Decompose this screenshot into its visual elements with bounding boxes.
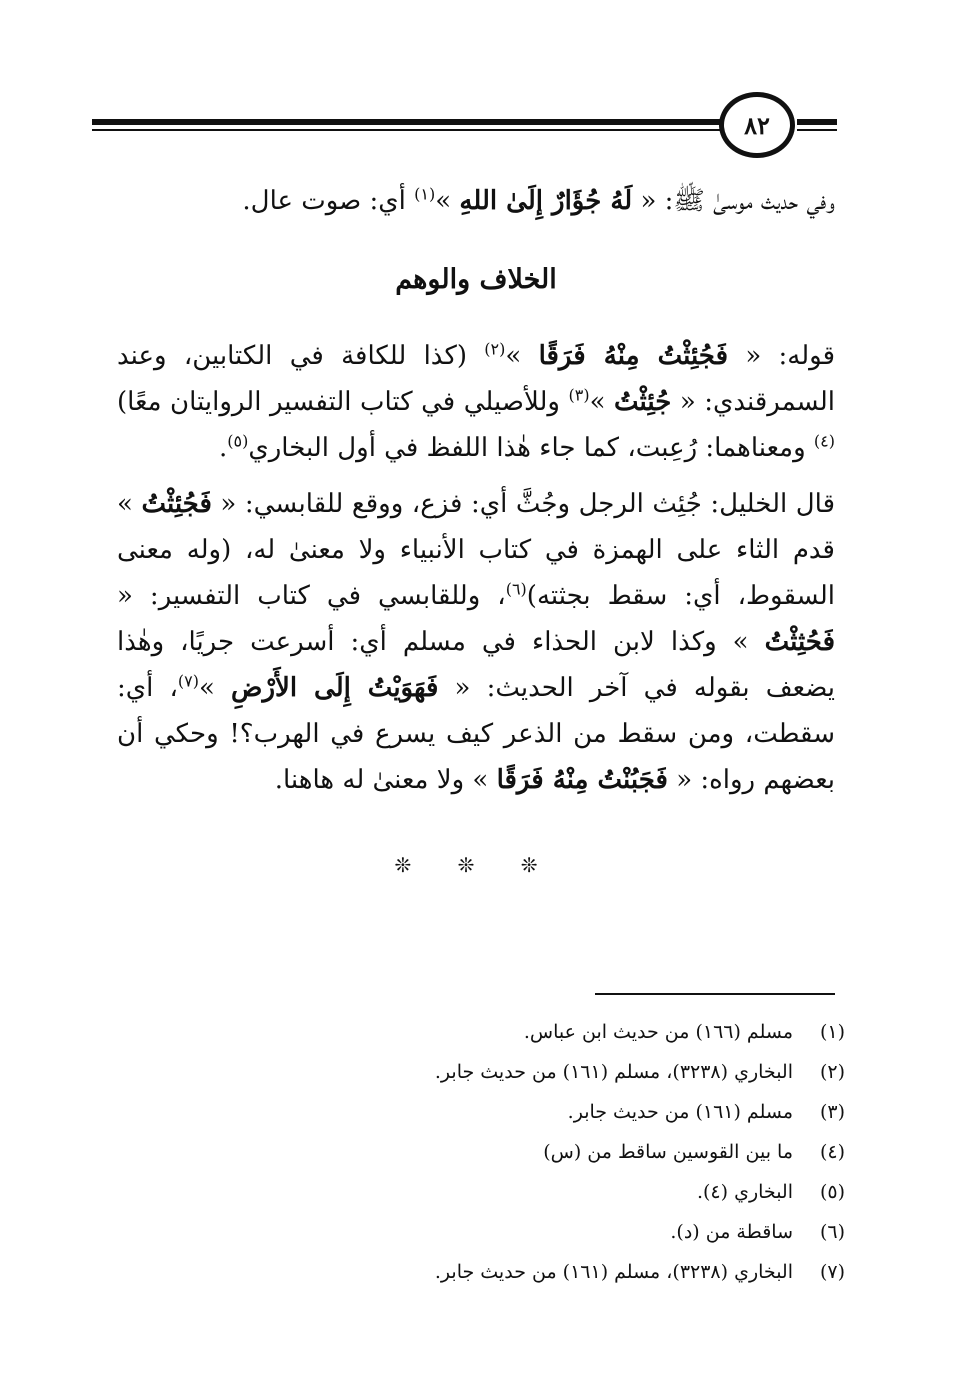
page-body — [117, 178, 835, 877]
paragraph-1 — [117, 333, 835, 471]
paragraph-2 — [117, 481, 835, 803]
footnote-ref-7[interactable]: (٧) — [177, 671, 199, 691]
header-rule-thick — [92, 119, 727, 125]
footnote-text: البخاري (٣٢٣٨)، مسلم (١٦١) من حديث جابر. — [434, 1261, 793, 1283]
footnote-number: (٦) — [819, 1221, 845, 1243]
footnote-1 — [127, 1012, 845, 1052]
page-number-badge — [719, 92, 795, 158]
footnote-ref-4[interactable]: (٤) — [813, 431, 835, 451]
footnote-7 — [127, 1252, 845, 1292]
footnote-3 — [127, 1092, 845, 1132]
intro-quote: لَهُ جُؤَارٌ إِلَىٰ اللهِ — [459, 186, 633, 216]
footnote-ref-1[interactable]: (١) — [414, 184, 436, 204]
p1-quote-1: فَجُئِثْتُ مِنْهُ فَرَقًا — [538, 341, 729, 371]
section-title: الخلاف والوهم — [395, 264, 557, 295]
footnote-number: (٤) — [819, 1141, 845, 1163]
intro-text-before: وفي حديث موسىٰ ﷺ: « — [632, 186, 835, 216]
footnote-number: (٧) — [819, 1261, 845, 1283]
p2-text-f: ، أي: سقطت، ومن سقط من الذعر كيف يسرع في الهرب؟! وحكي أن بعضهم رواه: « — [117, 673, 835, 795]
p2-quote-2: فَحُثِثْتُ — [764, 627, 835, 657]
footnote-6 — [127, 1212, 845, 1252]
footnote-4 — [127, 1132, 845, 1172]
intro-quote-close: » — [435, 186, 460, 216]
p2-text-b: » قدم الثاء على الهمزة في كتاب الأنبياء ولا معنىٰ له، (وله معنى السقوط، أي: سقط بجثته) — [117, 489, 835, 611]
footnote-number: (٣) — [819, 1101, 845, 1123]
header-rule-right-thick — [797, 119, 837, 125]
footnote-divider — [595, 993, 835, 995]
footnotes-list — [127, 1012, 845, 1292]
footnote-number: (٥) — [819, 1181, 845, 1203]
p2-text-e: » — [198, 673, 232, 703]
footnote-text: مسلم (١٦٦) من حديث ابن عباس. — [523, 1021, 793, 1043]
footnote-2 — [127, 1052, 845, 1092]
p2-text-g: » ولا معنىٰ له هاهنا. — [274, 765, 497, 795]
p1-text-d: » — [589, 387, 615, 417]
page-header — [92, 90, 837, 160]
footnote-text: ما بين القوسين ساقط من (س) — [543, 1141, 793, 1163]
p1-text-e: وللأصيلي في كتاب التفسير الروايتان معًا) — [117, 387, 569, 417]
footnote-ref-5[interactable]: (٥) — [227, 431, 249, 451]
header-rule-right-thin — [797, 129, 837, 131]
section-separator: ❊ ❊ ❊ — [394, 853, 558, 877]
footnote-number: (١) — [819, 1021, 845, 1043]
footnote-ref-3[interactable]: (٣) — [568, 385, 590, 405]
header-rule-thin — [92, 129, 727, 131]
page-number: ٨٢ — [744, 110, 770, 140]
p2-quote-1: فَجُئِثْتُ — [141, 489, 212, 519]
footnote-ref-6[interactable]: (٦) — [505, 579, 527, 599]
p1-quote-2: جُئِثْتُ — [614, 387, 672, 417]
p1-text-c: (كذا للكافة في الكتابين، وعند السمرقندي: « — [117, 341, 836, 417]
p2-text-c: ، وللقابسي في كتاب التفسير: « — [117, 581, 506, 611]
footnote-text: مسلم (١٦١) من حديث جابر. — [567, 1101, 793, 1123]
p2-quote-4: فَجَبُنْتُ مِنْهُ فَرَقًا — [496, 765, 668, 795]
p1-text-g: . — [219, 433, 228, 463]
footnote-number: (٢) — [819, 1061, 845, 1083]
intro-text-rest: أي: صوت عال. — [242, 186, 415, 216]
p2-quote-3: فَهَوَيْتُ إِلَى الأَرْضِ — [231, 673, 439, 703]
p1-text-f: ومعناهما: رُعِبت، كما جاء هٰذا اللفظ في أول البخاري — [248, 433, 814, 463]
footnote-text: البخاري (٤). — [696, 1181, 793, 1203]
footnote-5 — [127, 1172, 845, 1212]
footnote-ref-2[interactable]: (٢) — [484, 339, 506, 359]
footnote-text: البخاري (٣٢٣٨)، مسلم (١٦١) من حديث جابر. — [434, 1061, 793, 1083]
p1-text-a: قوله: « — [728, 341, 836, 371]
footnote-text: ساقطة من (د). — [670, 1221, 793, 1243]
p1-text-b: » — [505, 341, 539, 371]
intro-paragraph — [117, 178, 835, 224]
p2-text-d: » وكذا لابن الحذاء في مسلم أي: أسرعت جريًا، وهٰذا يضعف بقوله في آخر الحديث: « — [117, 627, 836, 703]
p2-text-a: قال الخليل: جُئِث الرجل وجُثَّ أي: فزع، ووقع للقابسي: « — [211, 489, 836, 519]
